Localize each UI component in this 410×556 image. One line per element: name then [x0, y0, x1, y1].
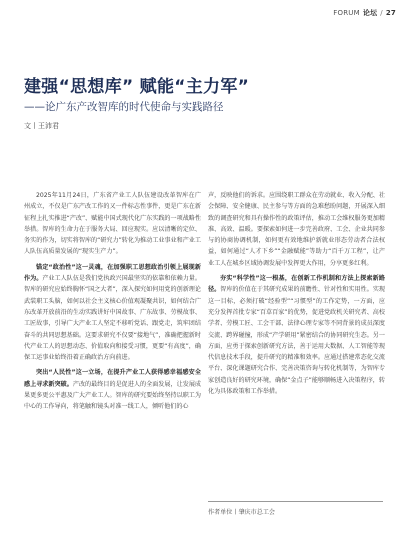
paragraph-text: 产改的最终目的是促进人的全面发展，让发展成果更多更公平惠及广大产业工人。智库的研究要始终坚持以职工为中心的工作导向，将笔触和镜头对准一线工人，倾听他们的心: [24, 380, 202, 411]
section-label-en: FORUM: [333, 9, 360, 17]
left-column: [24, 190, 201, 417]
paragraph: [208, 190, 385, 269]
paragraph: [24, 262, 201, 364]
page-header: [333, 8, 396, 18]
paragraph: [24, 367, 201, 412]
paragraph: [208, 273, 385, 397]
paragraph-text: 智库的价值在于其研究成果的前瞻性、针对性和实用性。实现这一目标，必须打破“经验型”“习惯型”的工作定势，一方面，应充分发挥首批专家“百草百家”的优势，促进党政机关研究者、高校学者、劳模工匠、工会干部、法律心理专家等不同背景的成员深度交流、跨界碰撞，形成“产学研用”紧密结合的协同研究生态。另一方面，应勇于探索创新研究方法，善于运用大数据、人工智能等现代信息技术手段，提升研究的精准和效率。应通过搭建常态化交流平台、深化课题研究合作、完善决策咨询与转化机制等，为智库专家创造良好的研究环境，确保“金点子”能够顺畅进入决策程序，转化为具体政策和工作举措。: [208, 286, 386, 396]
paragraph-text: 产业工人队伍是我们党执政兴国最坚实的依靠和依赖力量。智库的研究应始终胸怀“国之大者”，深入探究如何用党的创新理论武装职工头脑，如何以社会主义核心价值观凝聚共识，如何结合广东改革开放前沿的生动实践讲好中国故事、广东故事、劳模故事、工匠故事，引导广大产业工人坚定不移听党话、跟党走，筑牢团结奋斗的共同思想基础。这要求研究不仅要“接地气”，准确把握新时代产业工人的思想动态、价值取向和接受习惯，更要“有高度”，确保工运事业始终沿着正确政治方向前进。: [24, 275, 202, 362]
paragraph: [24, 190, 201, 258]
author-unit: 作者单位丨肇庆市总工会: [208, 509, 276, 516]
right-column: [208, 190, 385, 401]
paragraph-lead: 突出“人民性”这一立场，在提升产业工人获得感幸福感安全感上寻求新突破。: [24, 369, 201, 388]
article-subtitle: ——论广东产改智库的时代使命与实践路径: [24, 101, 224, 113]
article-title: 建强“思想库” 赋能“主力军”: [24, 77, 250, 97]
paragraph-lead: 锚定“政治性”这一灵魂，在加强职工思想政治引领上展现新作为。: [24, 263, 201, 283]
article-author: 文丨王沛君: [24, 122, 59, 130]
paragraph-lead: 夯实“科学性”这一根基，在创新工作机制和方法上探索新路径。: [208, 275, 385, 294]
page-number: 27: [385, 9, 396, 17]
section-label-cn: 论坛: [362, 9, 378, 17]
paragraph-text: 2025年11月24日，广东省产业工人队伍建设改革智库在广州成立，不仅是广东产改工作的又一件标志性事件，更是广东在新征程上扎实推进“产改”、赋能中国式现代化广东实践的一项战略性举措。智库的生命力在于服务大局、回应现实。应以清晰的定位、务实的作为，切实将智库的“研究力”转化为推动工业事业和产业工人队伍高质量发展的“现实生产力”。: [24, 192, 201, 256]
paragraph-text: 声，反映他们的诉求。应围绕职工群众在劳动就业、收入分配、社会保障、安全健康、民主参与等方面的急难愁盼问题，开展深入细致的调查研究和具有操作性的政策评估，推动工会维权服务更加精准、高效、温暖。要探索如何进一步完善政府、工会、企业共同参与的协商协调机制，如何更有效地维护新就业形态劳动者合法权益，如何通过“人才下乡”“金融赋能”等助力“百千万工程”，让产业工人在城乡区域协调发展中发挥更大作用，分享更多红利。: [208, 192, 385, 267]
header-separator: /: [380, 9, 383, 17]
footer-divider: [208, 501, 383, 502]
